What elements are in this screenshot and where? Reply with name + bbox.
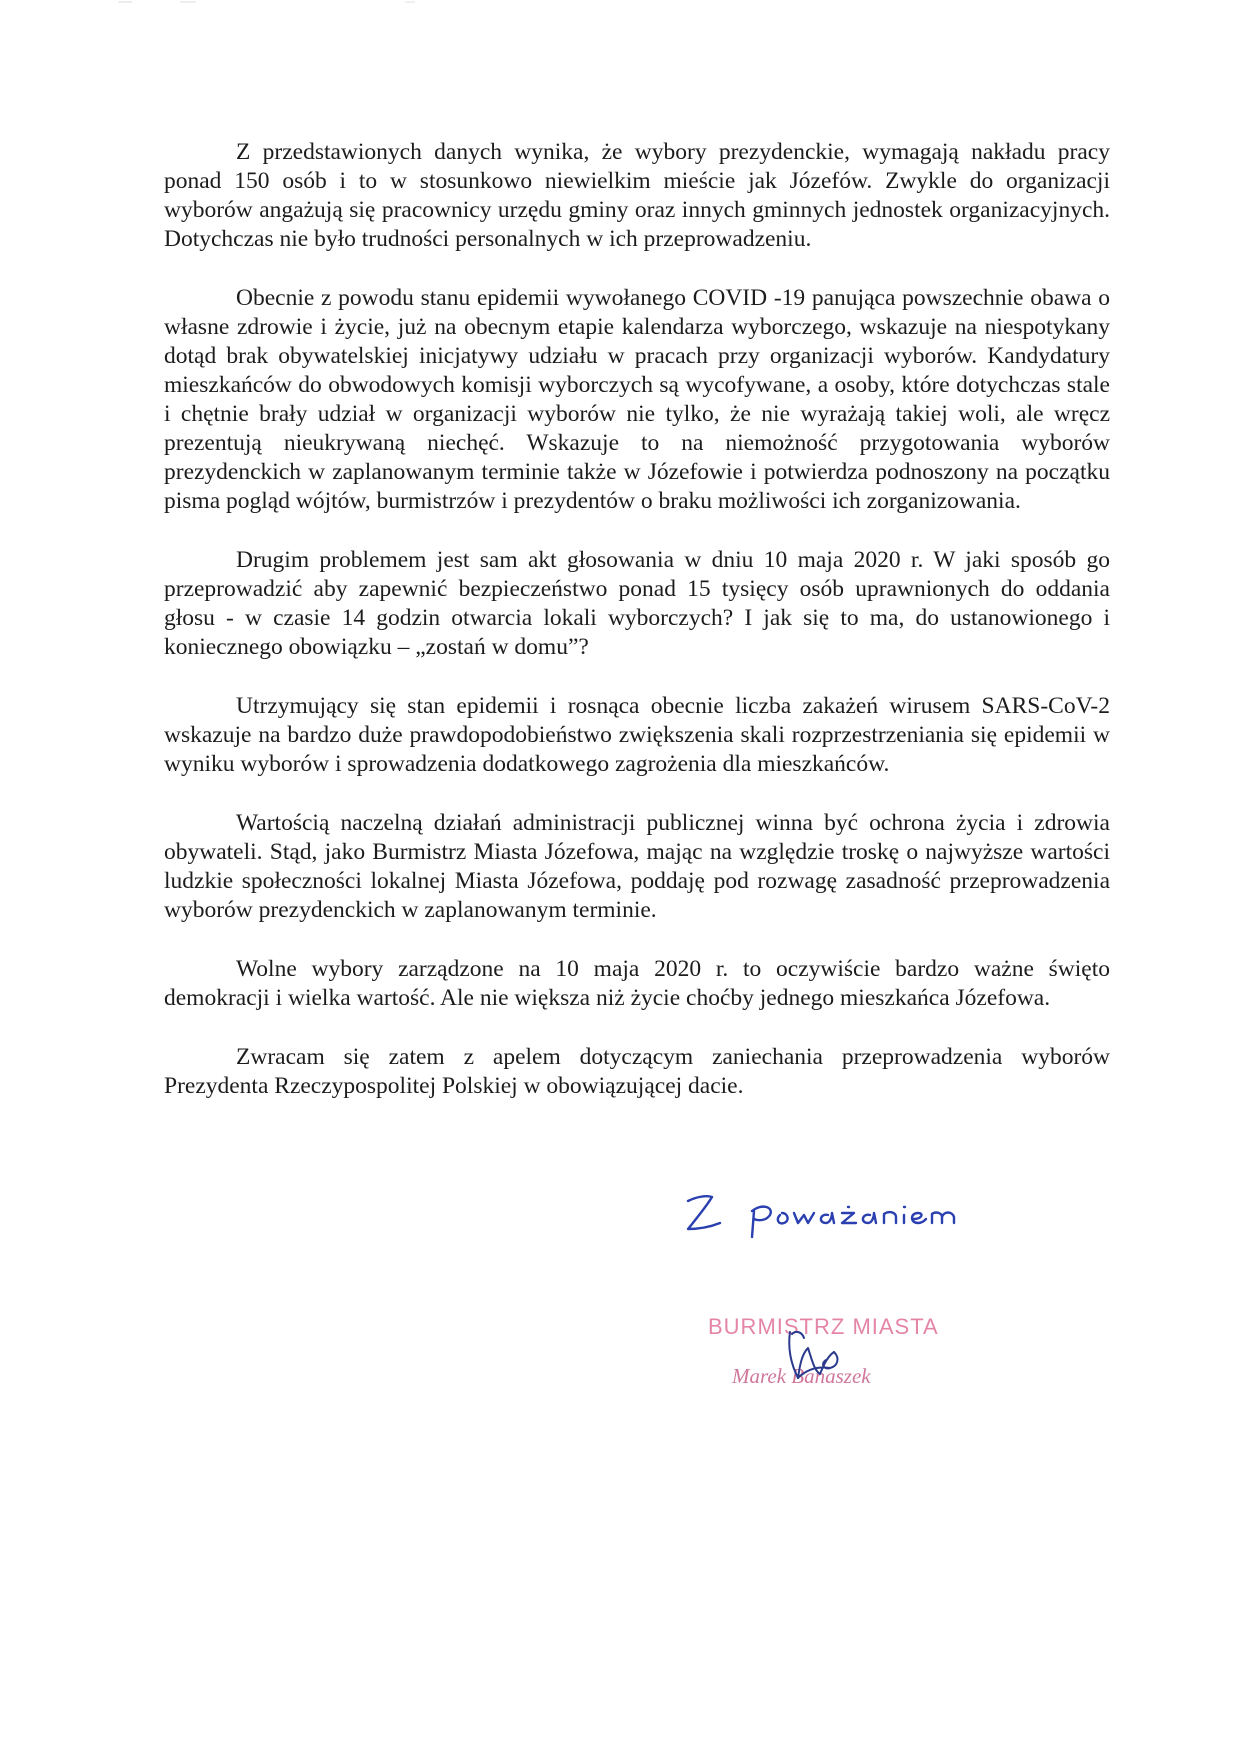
letter-body xyxy=(164,138,1110,1101)
paragraph-7: Zwracam się zatem z apelem dotyczącym zaniechania przeprowadzenia wyborów Prezydenta Rzeczypospolitej Polskiej w obowiązującej dacie. xyxy=(164,1044,1110,1099)
scan-artifact xyxy=(0,0,420,8)
signature-scribble xyxy=(776,1324,866,1394)
handwritten-closing-drawing xyxy=(682,1183,982,1273)
paragraph-2: Obecnie z powodu stanu epidemii wywołanego COVID -19 panująca powszechnie obawa o własne zdrowie i życie, już na obecnym etapie kalendarza wyborczego, wskazuje na niespotykany dotąd brak obywatelskiej inicjatywy udziału w pracach przy organizacji wyborów. Kandydatury mieszkańców do obwodowych komisji wyborczych są wycofywane, a osoby, które dotychczas stale i chętnie brały udział w organizacji wyborów nie tylko, że nie wyrażają takiej woli, ale wręcz prezentują nieukrywaną niechęć. Wskazuje to na niemożność przygotowania wyborów prezydenckich w zaplanowanym terminie także w Józefowie i potwierdza podnoszony na początku pisma pogląd wójtów, burmistrzów i prezydentów o braku możliwości ich zorganizowania. xyxy=(164,285,1110,514)
paragraph-1: Z przedstawionych danych wynika, że wybory prezydenckie, wymagają nakładu pracy ponad 150 osób i to w stosunkowo niewielkim mieście jak Józefów. Zwykle do organizacji wyborów angażują się pracownicy urzędu gminy oraz innych gminnych jednostek organizacyjnych. Dotychczas nie było trudności personalnych w ich przeprowadzeniu. xyxy=(164,139,1110,252)
handwritten-closing xyxy=(682,1183,982,1273)
stamp-name: Marek Banaszek xyxy=(732,1364,871,1388)
paragraph-4: Utrzymujący się stan epidemii i rosnąca obecnie liczba zakażeń wirusem SARS-CoV-2 wskazuje na bardzo duże prawdopodobieństwo zwiększenia skali rozprzestrzeniania się epidemii w wyniku wyborów i sprowadzenia dodatkowego zagrożenia dla mieszkańców. xyxy=(164,693,1110,777)
paragraph-6: Wolne wybory zarządzone na 10 maja 2020 r. to oczywiście bardzo ważne święto demokracji i wielka wartość. Ale nie większa niż życie choćby jednego mieszkańca Józefowa. xyxy=(164,956,1110,1011)
paragraph-3: Drugim problemem jest sam akt głosowania w dniu 10 maja 2020 r. W jaki sposób go przeprowadzić aby zapewnić bezpieczeństwo ponad 15 tysięcy osób uprawnionych do oddania głosu - w czasie 14 godzin otwarcia lokali wyborczych? I jak się to ma, do ustanowionego i koniecznego obowiązku – „zostań w domu”? xyxy=(164,547,1110,660)
paragraph-5: Wartością naczelną działań administracji publicznej winna być ochrona życia i zdrowia obywateli. Stąd, jako Burmistrz Miasta Józefowa, mając na względzie troskę o najwyższe wartości ludzkie społeczności lokalnej Miasta Józefowa, poddaję pod rozwagę zasadność przeprowadzenia wyborów prezydenckich w zaplanowanym terminie. xyxy=(164,810,1110,923)
stamp-title: BURMISTRZ MIASTA xyxy=(708,1314,939,1339)
official-stamp xyxy=(700,1300,960,1400)
